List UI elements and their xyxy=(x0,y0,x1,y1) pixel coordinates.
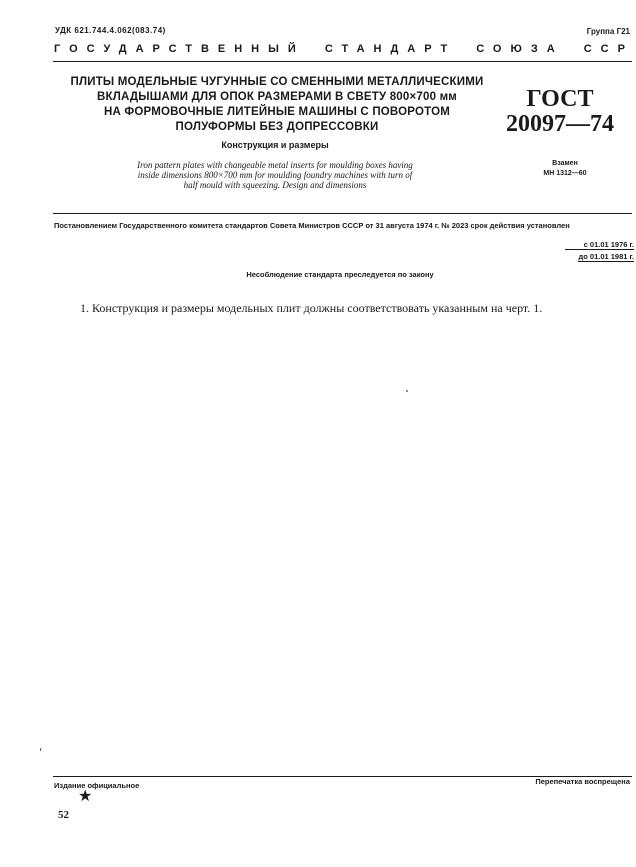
english-title-line: Iron pattern plates with changeable metal inserts for moulding boxes having xyxy=(137,160,413,170)
title-line: ВКЛАДЫШАМИ ДЛЯ ОПОК РАЗМЕРАМИ В СВЕТУ 800×700 мм xyxy=(96,91,458,103)
top-divider xyxy=(53,61,632,62)
middle-divider xyxy=(53,213,632,214)
reprint-notice: Перепечатка воспрещена xyxy=(535,777,630,786)
decree-text: Постановлением Государственного комитета стандартов Совета Министров СССР от 31 августа 1974 г. № 2023 срок действия установлен xyxy=(54,221,570,230)
banner-word: СТАНДАРТ xyxy=(324,43,457,55)
english-title xyxy=(80,160,470,190)
paragraph-1: 1. Конструкция и размеры модельных плит должны соответствовать указанным на черт. 1. xyxy=(80,301,543,315)
page-number: 52 xyxy=(58,809,69,821)
title-line: ПЛИТЫ МОДЕЛЬНЫЕ ЧУГУННЫЕ СО СМЕННЫМИ МЕТАЛЛИЧЕСКИМИ xyxy=(70,76,484,88)
gost-number: 20097—74 xyxy=(506,111,614,137)
effective-date-to: до 01.01 1981 г. xyxy=(578,252,634,261)
banner-word: СОЮЗА xyxy=(476,43,564,55)
gost-label: ГОСТ xyxy=(526,86,594,112)
replaces-value: МН 1312—60 xyxy=(543,170,587,177)
banner-word: ГОСУДАРСТВЕННЫЙ xyxy=(54,43,305,55)
date-underline xyxy=(565,249,634,250)
title-line: НА ФОРМОВОЧНЫЕ ЛИТЕЙНЫЕ МАШИНЫ С ПОВОРОТОМ xyxy=(103,106,451,118)
effective-date-to-wrapper xyxy=(520,252,634,261)
state-standard-banner xyxy=(54,43,634,55)
title-line: ПОЛУФОРМЫ БЕЗ ДОПРЕССОВКИ xyxy=(175,121,379,133)
banner-word: ССР xyxy=(583,43,634,55)
udk-code: УДК 621.744.4.062(083.74) xyxy=(55,26,166,35)
english-title-line: half mould with squeezing. Design and dimensions xyxy=(183,180,367,190)
replaces-block xyxy=(530,159,600,179)
speck xyxy=(406,390,408,392)
document-subtitle: Конструкция и размеры xyxy=(221,140,329,150)
speck xyxy=(40,748,41,751)
effective-date-from: с 01.01 1976 г. xyxy=(583,240,634,249)
replaces-label: Взамен xyxy=(552,160,578,167)
official-edition-label: Издание официальное xyxy=(54,781,140,790)
english-title-line: inside dimensions 800×700 mm for moulding foundry machines with turn of xyxy=(137,170,413,180)
star-icon: ★ xyxy=(78,788,93,805)
document-title xyxy=(52,75,502,135)
group-code: Группа Г21 xyxy=(586,27,630,36)
law-notice: Несоблюдение стандарта преследуется по закону xyxy=(246,270,434,279)
